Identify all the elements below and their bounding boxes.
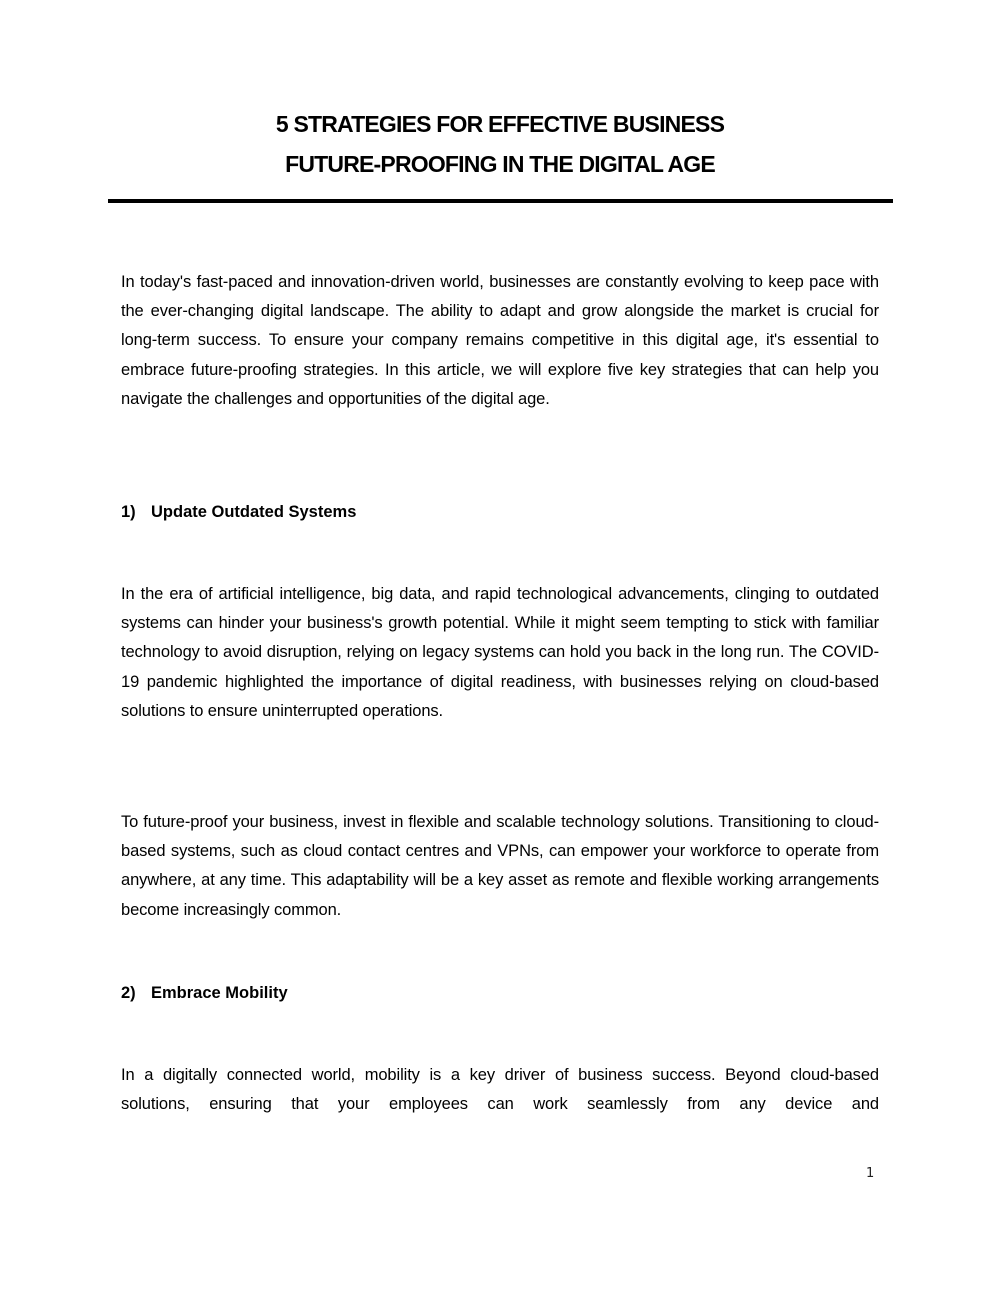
title-divider bbox=[108, 199, 893, 203]
section-1-paragraph-1: In the era of artificial intelligence, big data, and rapid technological advancements, clinging to outdated systems can hinder your business's growth potential. While it might seem tempting to stick with familiar technology to avoid disruption, relying on legacy systems can hold you back in the long run. The COVID-19 pandemic highlighted the importance of digital readiness, with businesses relying on cloud-based solutions to ensure uninterrupted operations. bbox=[121, 585, 879, 720]
intro-paragraph: In today's fast-paced and innovation-driven world, businesses are constantly evolving to keep pace with the ever-changing digital landscape. The ability to adapt and grow alongside the market is crucial for long-term success. To ensure your company remains competitive in this digital age, it's essential to embrace future-proofing strategies. In this article, we will explore five key strategies that can help you navigate the challenges and opportunities of the digital age. bbox=[121, 273, 879, 408]
title-line-1: 5 STRATEGIES FOR EFFECTIVE BUSINESS bbox=[275, 111, 725, 137]
section-1-number: 1) bbox=[121, 503, 136, 521]
title-line-2: FUTURE-PROOFING IN THE DIGITAL AGE bbox=[285, 151, 715, 177]
page-number: 1 bbox=[866, 1166, 875, 1181]
section-2-paragraph-1: In a digitally connected world, mobility is a key driver of business success. Beyond cloud-based solutions, ensuring that your employees can work seamlessly from any device and bbox=[121, 1066, 879, 1114]
section-1-paragraph-2: To future-proof your business, invest in flexible and scalable technology solutions. Transitioning to cloud-based systems, such as cloud contact centres and VPNs, can empower your workforce to operate from anywhere, at any time. This adaptability will be a key asset as remote and flexible working arrangements become increasingly common. bbox=[121, 813, 879, 919]
section-1-title: Update Outdated Systems bbox=[151, 503, 357, 521]
document-title bbox=[0, 104, 1000, 184]
section-2-heading bbox=[121, 981, 288, 1005]
section-2-number: 2) bbox=[121, 984, 136, 1002]
section-1-heading bbox=[121, 500, 356, 524]
section-2-title: Embrace Mobility bbox=[151, 984, 288, 1002]
